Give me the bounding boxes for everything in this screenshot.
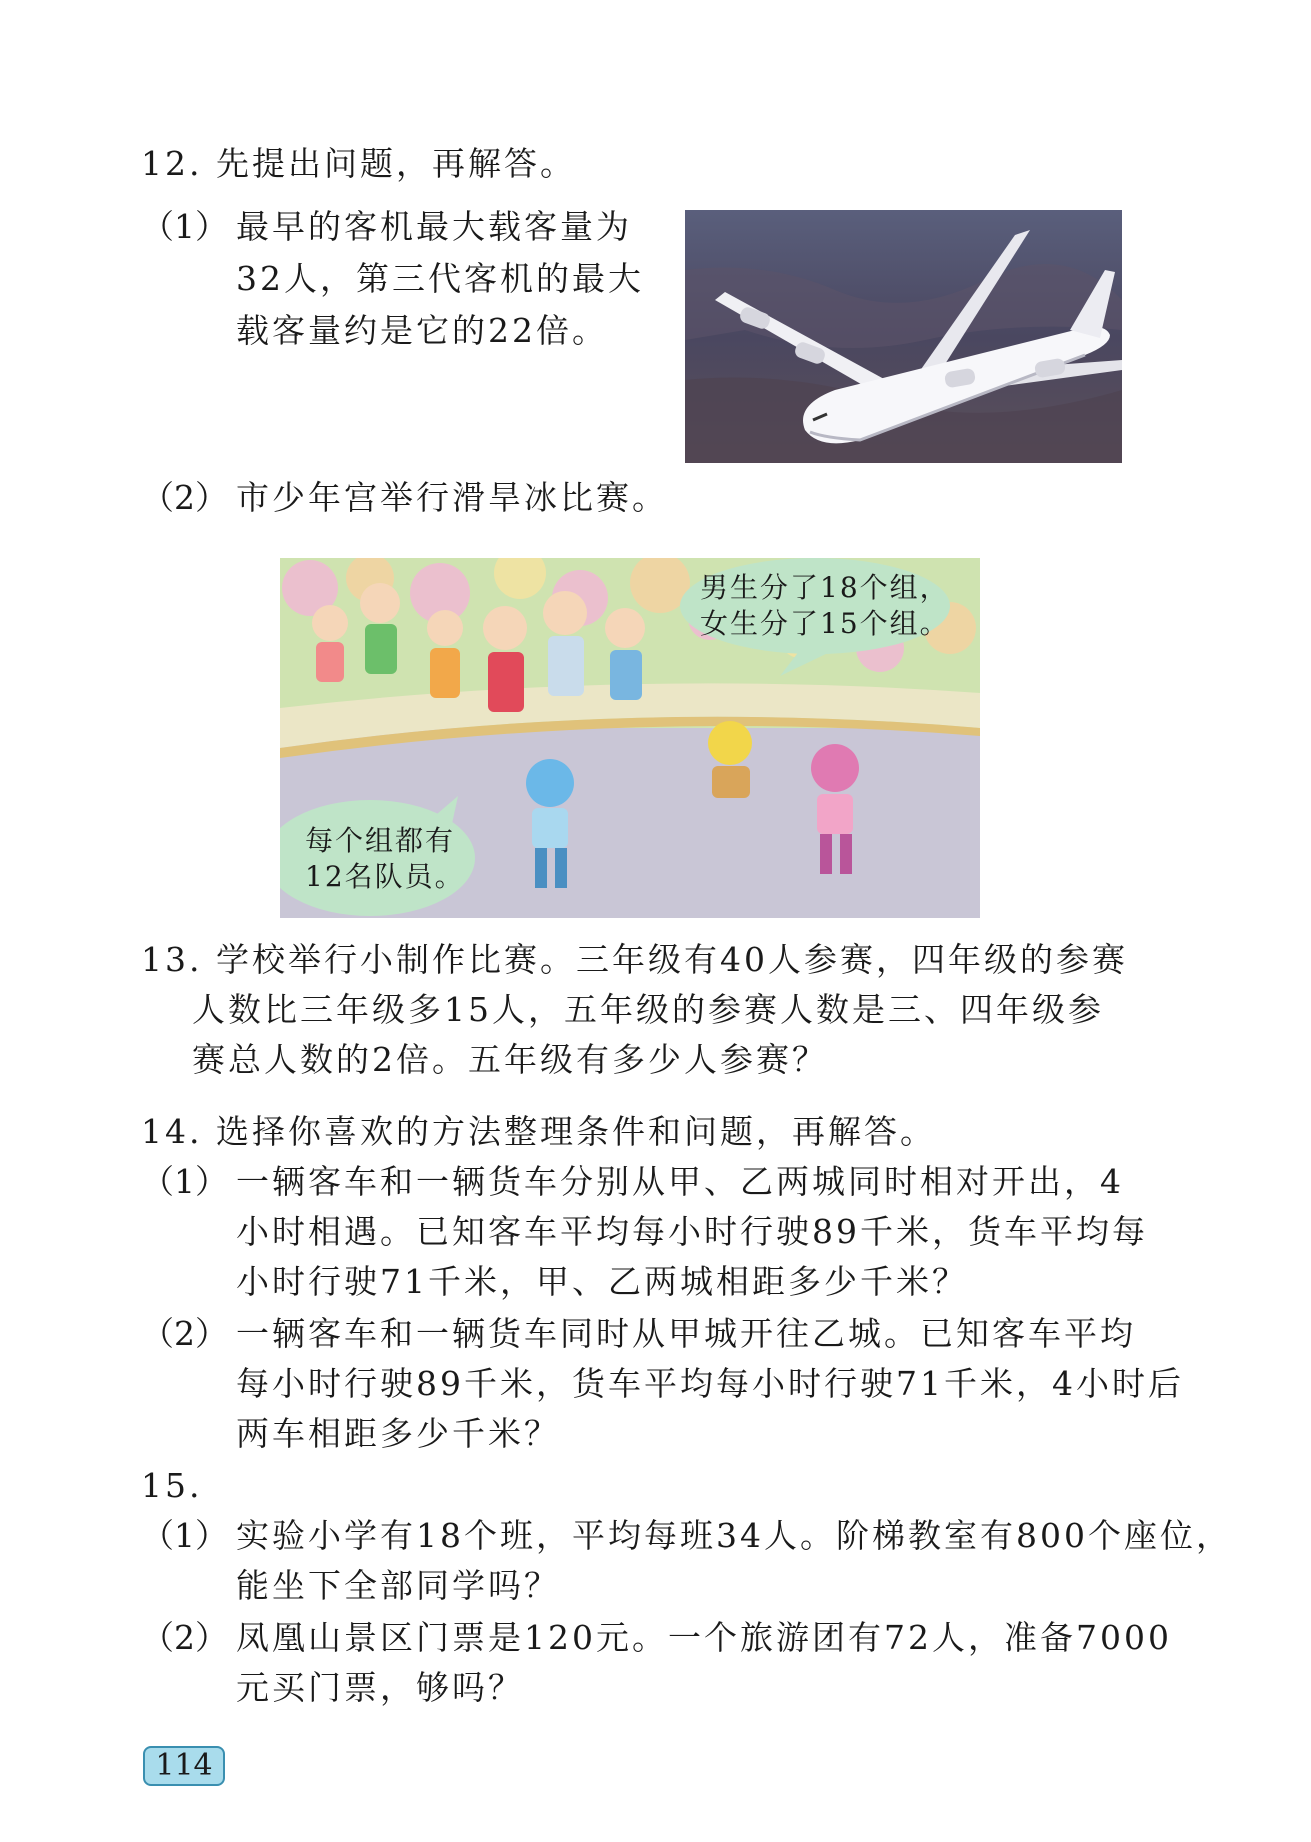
bubble-right-line1: 男生分了18个组，	[700, 571, 950, 604]
roller-skating-illustration	[280, 558, 980, 918]
q15-part1-marker: （1）	[141, 1516, 228, 1555]
q14-part1-line1: 一辆客车和一辆货车分别从甲、乙两城同时相对开出，4	[236, 1162, 1124, 1201]
q12-part2-line: 市少年宫举行滑旱冰比赛。	[236, 478, 668, 517]
q12-heading: 12. 先提出问题，再解答。	[141, 144, 576, 183]
q12-part1-line1: 最早的客机最大载客量为	[236, 207, 632, 246]
bubble-left-line1: 每个组都有	[305, 824, 456, 857]
q14-part1-line3: 小时行驶71千米，甲、乙两城相距多少千米？	[236, 1262, 968, 1301]
bubble-right-line2: 女生分了15个组。	[700, 607, 950, 640]
q13-line1: 13. 学校举行小制作比赛。三年级有40人参赛，四年级的参赛	[141, 940, 1128, 979]
q12-part1-marker: （1）	[141, 207, 228, 246]
q15-heading: 15.	[141, 1466, 203, 1505]
q15-part2-marker: （2）	[141, 1618, 228, 1657]
q14-part2-line3: 两车相距多少千米？	[236, 1414, 560, 1453]
q12-part1-line3: 载客量约是它的22倍。	[236, 311, 608, 350]
q14-part2-marker: （2）	[141, 1314, 228, 1353]
q14-part2-line2: 每小时行驶89千米，货车平均每小时行驶71千米，4小时后	[236, 1364, 1184, 1403]
q13-line2: 人数比三年级多15人，五年级的参赛人数是三、四年级参	[192, 990, 1104, 1029]
page-number: 114	[143, 1746, 225, 1786]
q15-part1-line2: 能坐下全部同学吗？	[236, 1566, 560, 1605]
q14-part1-line2: 小时相遇。已知客车平均每小时行驶89千米，货车平均每	[236, 1212, 1148, 1251]
q12-part2-marker: （2）	[141, 478, 228, 517]
q14-part2-line1: 一辆客车和一辆货车同时从甲城开往乙城。已知客车平均	[236, 1314, 1136, 1353]
q12-part1-line2: 32人，第三代客机的最大	[236, 259, 644, 298]
q14-heading: 14. 选择你喜欢的方法整理条件和问题，再解答。	[141, 1112, 936, 1151]
q13-line3: 赛总人数的2倍。五年级有多少人参赛？	[192, 1040, 828, 1079]
q15-part2-line2: 元买门票，够吗？	[236, 1668, 524, 1707]
airplane-photo	[685, 210, 1122, 463]
q15-part2-line1: 凤凰山景区门票是120元。一个旅游团有72人，准备7000	[236, 1618, 1172, 1657]
bubble-left-line2: 12名队员。	[305, 860, 465, 893]
q15-part1-line1: 实验小学有18个班，平均每班34人。阶梯教室有800个座位，	[236, 1516, 1232, 1555]
q14-part1-marker: （1）	[141, 1162, 228, 1201]
